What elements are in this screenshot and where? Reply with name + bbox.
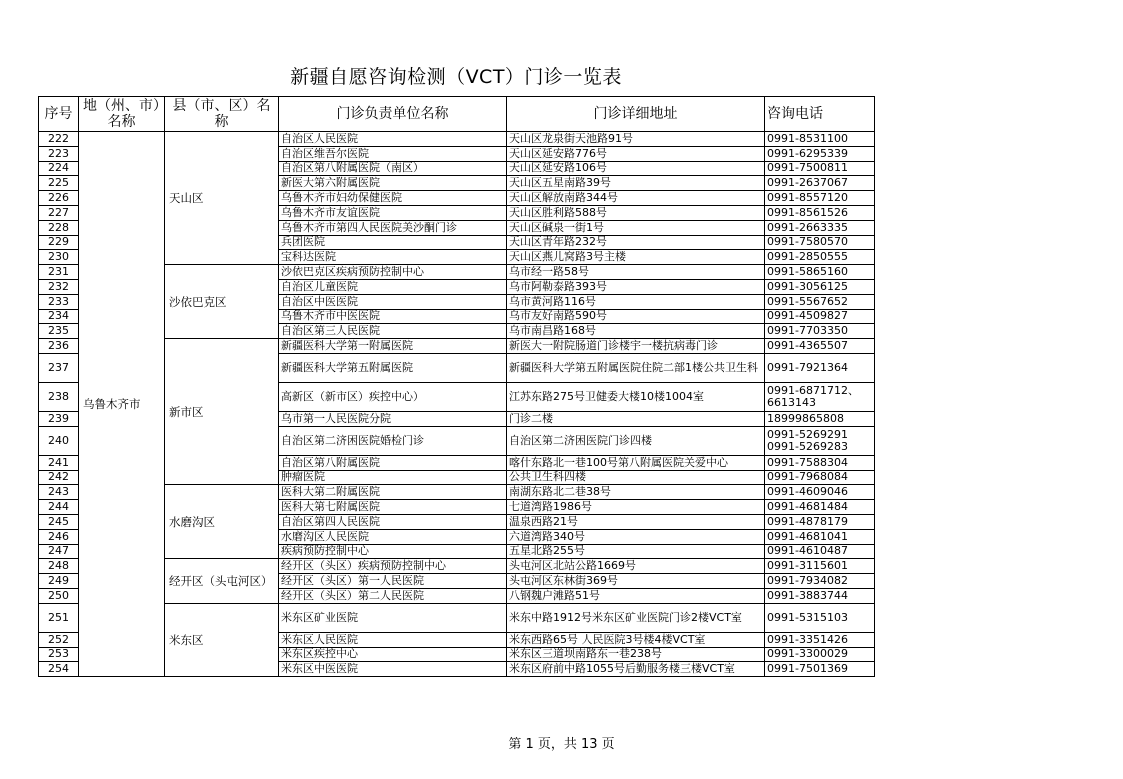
row-unit: 高新区（新市区）疾控中心） — [279, 382, 507, 411]
table-row — [39, 485, 875, 500]
row-seq: 254 — [39, 662, 79, 677]
row-unit: 乌鲁木齐市中医医院 — [279, 309, 507, 324]
row-address: 天山区延安路106号 — [507, 161, 765, 176]
row-phone: 0991-4610487 — [765, 544, 875, 559]
table-row — [39, 265, 875, 280]
row-phone: 0991-8531100 — [765, 132, 875, 147]
county-cell: 水磨沟区 — [165, 485, 279, 559]
row-seq: 246 — [39, 529, 79, 544]
row-phone: 0991-4509827 — [765, 309, 875, 324]
row-seq: 226 — [39, 191, 79, 206]
row-address: 米东区府前中路1055号后勤服务楼三楼VCT室 — [507, 662, 765, 677]
row-address: 七道湾路1986号 — [507, 500, 765, 515]
table-row — [39, 559, 875, 574]
row-address: 门诊二楼 — [507, 411, 765, 426]
row-address: 温泉西路21号 — [507, 514, 765, 529]
row-address: 新医大一附院肠道门诊楼宇一楼抗病毒门诊 — [507, 339, 765, 354]
row-address: 五星北路255号 — [507, 544, 765, 559]
row-unit: 自治区第四人民医院 — [279, 514, 507, 529]
row-seq: 244 — [39, 500, 79, 515]
row-phone: 0991-5567652 — [765, 294, 875, 309]
row-seq: 223 — [39, 146, 79, 161]
row-seq: 227 — [39, 205, 79, 220]
row-address: 头屯河区东林街369号 — [507, 574, 765, 589]
row-address: 乌市南昌路168号 — [507, 324, 765, 339]
row-seq: 228 — [39, 220, 79, 235]
header-seq: 序号 — [39, 97, 79, 132]
document-title: 新疆自愿咨询检测（VCT）门诊一览表 — [290, 66, 622, 88]
row-unit: 医科大第七附属医院 — [279, 500, 507, 515]
row-unit: 自治区第八附属医院 — [279, 455, 507, 470]
row-phone: 0991-4681484 — [765, 500, 875, 515]
row-unit: 水磨沟区人民医院 — [279, 529, 507, 544]
row-unit: 自治区第三人民医院 — [279, 324, 507, 339]
row-unit: 新疆医科大学第一附属医院 — [279, 339, 507, 354]
row-seq: 249 — [39, 574, 79, 589]
row-phone: 0991-3351426 — [765, 632, 875, 647]
vct-clinic-table — [38, 96, 875, 677]
row-phone: 0991-3115601 — [765, 559, 875, 574]
table-row — [39, 603, 875, 632]
county-cell: 天山区 — [165, 132, 279, 265]
row-unit: 乌市第一人民医院分院 — [279, 411, 507, 426]
row-unit: 自治区第八附属医院（南区） — [279, 161, 507, 176]
row-address: 天山区碱泉一街1号 — [507, 220, 765, 235]
row-phone: 0991-3056125 — [765, 279, 875, 294]
row-seq: 245 — [39, 514, 79, 529]
row-phone: 0991-5865160 — [765, 265, 875, 280]
row-phone: 0991-8557120 — [765, 191, 875, 206]
row-address: 江苏东路275号卫健委大楼10楼1004室 — [507, 382, 765, 411]
row-address: 公共卫生科四楼 — [507, 470, 765, 485]
row-unit: 自治区中医医院 — [279, 294, 507, 309]
row-phone: 0991-3300029 — [765, 647, 875, 662]
row-unit: 自治区第二济困医院婚检门诊 — [279, 426, 507, 455]
header-phone: 咨询电话 — [765, 97, 875, 132]
row-unit: 经开区（头区）第二人民医院 — [279, 588, 507, 603]
row-unit: 米东区疾控中心 — [279, 647, 507, 662]
header-address: 门诊详细地址 — [507, 97, 765, 132]
row-seq: 236 — [39, 339, 79, 354]
row-phone: 0991-6871712、6613143 — [765, 382, 875, 411]
row-unit: 米东区中医医院 — [279, 662, 507, 677]
row-unit: 自治区儿童医院 — [279, 279, 507, 294]
row-phone: 0991-6295339 — [765, 146, 875, 161]
row-unit: 经开区（头区）疾病预防控制中心 — [279, 559, 507, 574]
row-address: 天山区延安路776号 — [507, 146, 765, 161]
row-address: 天山区五星南路39号 — [507, 176, 765, 191]
row-address: 乌市黄河路116号 — [507, 294, 765, 309]
row-phone: 0991-8561526 — [765, 205, 875, 220]
row-seq: 230 — [39, 250, 79, 265]
table-body — [39, 132, 875, 677]
row-phone: 0991-2663335 — [765, 220, 875, 235]
row-phone: 0991-7968084 — [765, 470, 875, 485]
row-address: 天山区胜利路588号 — [507, 205, 765, 220]
header-row — [39, 97, 875, 132]
row-phone: 0991-5269291 0991-5269283 — [765, 426, 875, 455]
row-unit: 肿瘤医院 — [279, 470, 507, 485]
page-footer: 第 1 页，共 13 页 — [508, 737, 615, 752]
row-unit: 新疆医科大学第五附属医院 — [279, 353, 507, 382]
row-unit: 医科大第二附属医院 — [279, 485, 507, 500]
row-unit: 经开区（头区）第一人民医院 — [279, 574, 507, 589]
row-unit: 自治区维吾尔医院 — [279, 146, 507, 161]
row-seq: 235 — [39, 324, 79, 339]
row-seq: 229 — [39, 235, 79, 250]
row-seq: 247 — [39, 544, 79, 559]
county-cell: 经开区（头屯河区） — [165, 559, 279, 603]
row-address: 天山区青年路232号 — [507, 235, 765, 250]
row-phone: 0991-7934082 — [765, 574, 875, 589]
row-phone: 0991-2637067 — [765, 176, 875, 191]
row-address: 米东中路1912号米东区矿业医院门诊2楼VCT室 — [507, 603, 765, 632]
row-phone: 0991-5315103 — [765, 603, 875, 632]
county-cell: 新市区 — [165, 339, 279, 485]
row-unit: 乌鲁木齐市友谊医院 — [279, 205, 507, 220]
row-seq: 240 — [39, 426, 79, 455]
row-phone: 0991-7921364 — [765, 353, 875, 382]
row-address: 六道湾路340号 — [507, 529, 765, 544]
row-seq: 250 — [39, 588, 79, 603]
row-address: 自治区第二济困医院门诊四楼 — [507, 426, 765, 455]
row-address: 米东区三道坝南路东一巷238号 — [507, 647, 765, 662]
row-unit: 疾病预防控制中心 — [279, 544, 507, 559]
row-phone: 0991-2850555 — [765, 250, 875, 265]
row-address: 米东西路65号 人民医院3号楼4楼VCT室 — [507, 632, 765, 647]
table-row — [39, 339, 875, 354]
row-address: 八钢魏户滩路51号 — [507, 588, 765, 603]
row-address: 乌市经一路58号 — [507, 265, 765, 280]
row-address: 新疆医科大学第五附属医院住院二部1楼公共卫生科 — [507, 353, 765, 382]
row-unit: 沙依巴克区疾病预防控制中心 — [279, 265, 507, 280]
row-phone: 0991-3883744 — [765, 588, 875, 603]
row-address: 天山区解放南路344号 — [507, 191, 765, 206]
prefecture-cell: 乌鲁木齐市 — [79, 132, 165, 677]
row-phone: 0991-4681041 — [765, 529, 875, 544]
row-phone: 0991-7501369 — [765, 662, 875, 677]
row-address: 南湖东路北二巷38号 — [507, 485, 765, 500]
row-seq: 234 — [39, 309, 79, 324]
row-seq: 243 — [39, 485, 79, 500]
row-phone: 0991-4878179 — [765, 514, 875, 529]
row-unit: 自治区人民医院 — [279, 132, 507, 147]
row-unit: 新医大第六附属医院 — [279, 176, 507, 191]
row-seq: 225 — [39, 176, 79, 191]
row-phone: 0991-4365507 — [765, 339, 875, 354]
row-unit: 米东区人民医院 — [279, 632, 507, 647]
table-row — [39, 132, 875, 147]
row-address: 天山区燕儿窝路3号主楼 — [507, 250, 765, 265]
header-unit: 门诊负责单位名称 — [279, 97, 507, 132]
row-address: 喀什东路北一巷100号第八附属医院关爱中心 — [507, 455, 765, 470]
row-seq: 224 — [39, 161, 79, 176]
row-phone: 0991-7703350 — [765, 324, 875, 339]
row-address: 头屯河区北站公路1669号 — [507, 559, 765, 574]
header-county: 县（市、区）名称 — [165, 97, 279, 132]
row-unit: 兵团医院 — [279, 235, 507, 250]
county-cell: 沙依巴克区 — [165, 265, 279, 339]
row-unit: 米东区矿业医院 — [279, 603, 507, 632]
row-seq: 237 — [39, 353, 79, 382]
row-seq: 251 — [39, 603, 79, 632]
row-phone: 0991-7580570 — [765, 235, 875, 250]
row-seq: 231 — [39, 265, 79, 280]
row-seq: 222 — [39, 132, 79, 147]
row-seq: 248 — [39, 559, 79, 574]
row-seq: 239 — [39, 411, 79, 426]
row-phone: 0991-7500811 — [765, 161, 875, 176]
row-seq: 252 — [39, 632, 79, 647]
header-prefecture: 地（州、市）名称 — [79, 97, 165, 132]
row-phone: 0991-4609046 — [765, 485, 875, 500]
row-seq: 253 — [39, 647, 79, 662]
row-phone: 0991-7588304 — [765, 455, 875, 470]
row-unit: 乌鲁木齐市妇幼保健医院 — [279, 191, 507, 206]
row-unit: 宝科达医院 — [279, 250, 507, 265]
row-seq: 233 — [39, 294, 79, 309]
row-address: 乌市友好南路590号 — [507, 309, 765, 324]
row-seq: 242 — [39, 470, 79, 485]
row-seq: 232 — [39, 279, 79, 294]
row-unit: 乌鲁木齐市第四人民医院美沙酮门诊 — [279, 220, 507, 235]
row-seq: 241 — [39, 455, 79, 470]
row-address: 乌市阿勒泰路393号 — [507, 279, 765, 294]
row-address: 天山区龙泉街天池路91号 — [507, 132, 765, 147]
county-cell: 米东区 — [165, 603, 279, 676]
row-phone: 18999865808 — [765, 411, 875, 426]
row-seq: 238 — [39, 382, 79, 411]
